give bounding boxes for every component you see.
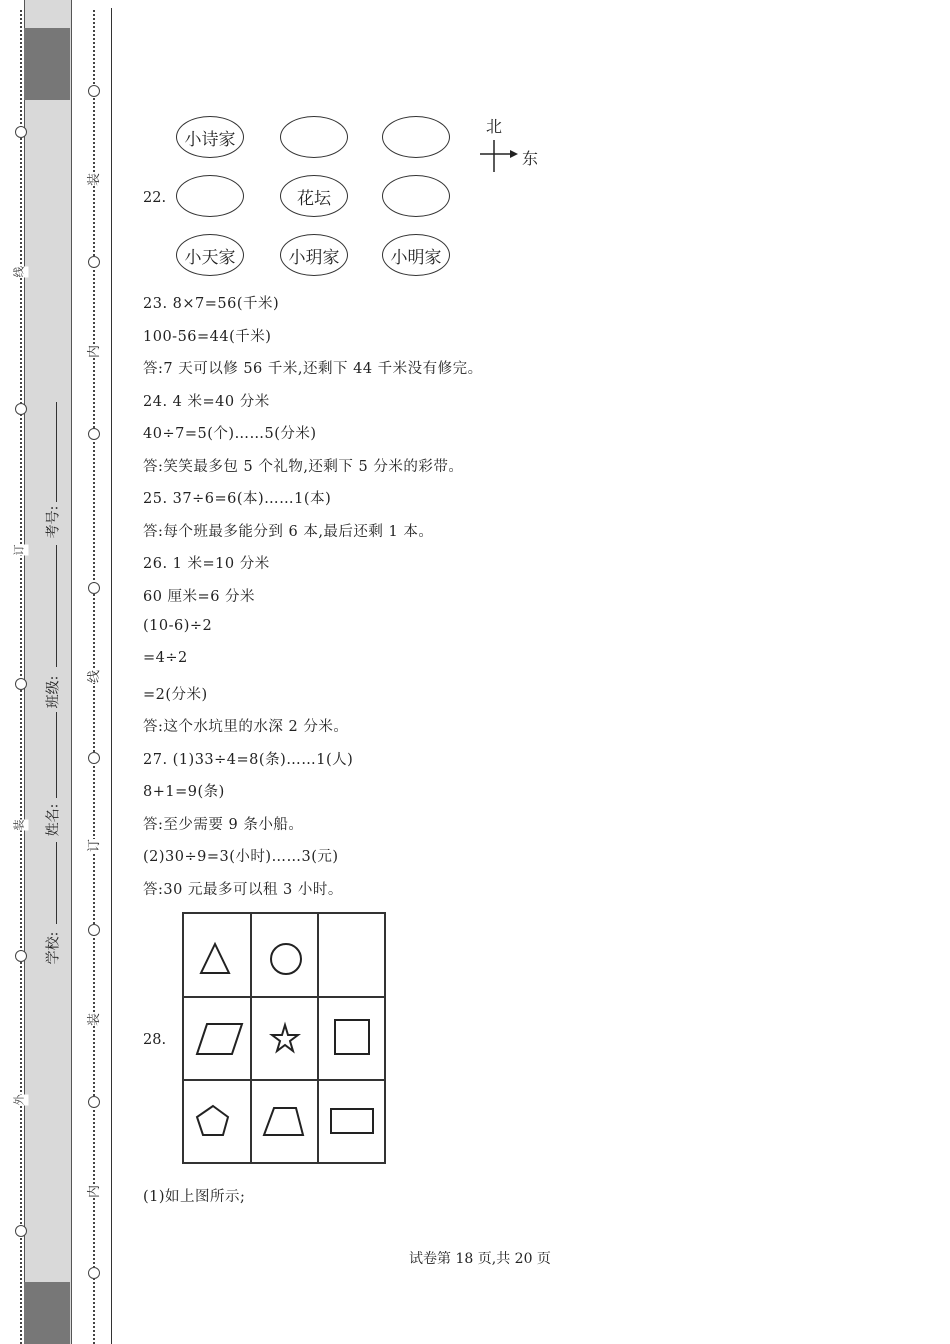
answer-line: (2)30÷9=3(小时)……3(元) bbox=[143, 849, 339, 865]
binding-hole-icon bbox=[88, 752, 100, 764]
class-label: 班级: bbox=[45, 675, 62, 709]
answer-line: 27. (1)33÷4=8(条)……1(人) bbox=[143, 752, 354, 768]
answer-line: 60 厘米=6 分米 bbox=[143, 589, 256, 605]
parallelogram-icon bbox=[184, 997, 251, 1080]
answer-line: 答:每个班最多能分到 6 本,最后还剩 1 本。 bbox=[143, 524, 434, 540]
answer-line: 100-56=44(千米) bbox=[143, 329, 272, 345]
map-oval: 花坛 bbox=[280, 175, 348, 217]
map-oval bbox=[382, 175, 450, 217]
binding-label: 线 bbox=[81, 670, 104, 683]
binding-hole-icon bbox=[88, 1267, 100, 1279]
compass-east-label: 东 bbox=[522, 149, 539, 168]
rectangle-icon bbox=[318, 1080, 384, 1162]
map-oval: 小天家 bbox=[176, 234, 244, 276]
binding-hole-icon bbox=[15, 403, 27, 415]
answer-line: 答:笑笑最多包 5 个礼物,还剩下 5 分米的彩带。 bbox=[143, 459, 464, 475]
answer-line: =2(分米) bbox=[143, 687, 208, 703]
name-field[interactable] bbox=[56, 712, 57, 798]
trapezoid-icon bbox=[251, 1080, 318, 1162]
answer-line: 26. 1 米=10 分米 bbox=[143, 556, 270, 572]
binding-hole-icon bbox=[88, 256, 100, 268]
binding-hole-icon bbox=[88, 85, 100, 97]
question-number: 28. bbox=[143, 1032, 167, 1048]
map-oval bbox=[382, 116, 450, 158]
answer-line: 23. 8×7=56(千米) bbox=[143, 296, 280, 312]
binding-label: 内 bbox=[81, 345, 104, 358]
binding-strip-top-block bbox=[24, 28, 70, 100]
binding-label: 装 bbox=[81, 1013, 104, 1026]
binding-hole-icon bbox=[15, 1225, 27, 1237]
answer-line: 25. 37÷6=6(本)……1(本) bbox=[143, 491, 332, 507]
location-map bbox=[176, 112, 546, 282]
page-footer bbox=[0, 1248, 950, 1268]
binding-label: 装 bbox=[9, 820, 29, 831]
binding-label: 装 bbox=[81, 173, 104, 186]
answer-line: 40÷7=5(个)……5(分米) bbox=[143, 426, 317, 442]
binding-strip bbox=[24, 0, 72, 1344]
answer-line: 8+1=9(条) bbox=[143, 784, 225, 800]
binding-hole-icon bbox=[88, 1096, 100, 1108]
answer-line: (1)如上图所示; bbox=[143, 1189, 246, 1205]
answer-line: 答:这个水坑里的水深 2 分米。 bbox=[143, 719, 349, 735]
answer-line: =4÷2 bbox=[143, 650, 188, 666]
binding-hole-icon bbox=[88, 582, 100, 594]
map-oval bbox=[176, 175, 244, 217]
map-oval: 小玥家 bbox=[280, 234, 348, 276]
binding-hole-icon bbox=[15, 950, 27, 962]
binding-label: 订 bbox=[81, 839, 104, 852]
binding-margin bbox=[0, 0, 112, 1344]
binding-strip-bottom-block bbox=[24, 1282, 70, 1344]
name-label: 姓名: bbox=[45, 803, 62, 837]
binding-hole-icon bbox=[15, 678, 27, 690]
binding-hole-icon bbox=[15, 126, 27, 138]
answer-line: 答:30 元最多可以租 3 小时。 bbox=[143, 882, 343, 898]
pentagon-icon bbox=[184, 1080, 251, 1162]
exam-number-field[interactable] bbox=[56, 402, 57, 502]
class-field[interactable] bbox=[56, 545, 57, 667]
question-number: 22. bbox=[143, 190, 167, 206]
binding-label: 线 bbox=[9, 267, 29, 278]
binding-label: 订 bbox=[9, 545, 29, 556]
square-icon bbox=[318, 997, 384, 1080]
answer-line: 答:至少需要 9 条小船。 bbox=[143, 817, 304, 833]
outer-dotted-line bbox=[20, 10, 22, 1344]
map-oval bbox=[280, 116, 348, 158]
map-oval: 小明家 bbox=[382, 234, 450, 276]
exam-number-label: 考号: bbox=[45, 505, 62, 539]
compass-north-label: 北 bbox=[486, 117, 503, 136]
shape-grid bbox=[182, 912, 386, 1164]
binding-hole-icon bbox=[88, 428, 100, 440]
school-field[interactable] bbox=[56, 842, 57, 924]
answer-line: (10-6)÷2 bbox=[143, 618, 213, 634]
binding-label: 外 bbox=[9, 1095, 29, 1106]
school-label: 学校: bbox=[45, 931, 62, 965]
page-number: 试卷第 18 页,共 20 页 bbox=[409, 1251, 551, 1267]
answer-line: 答:7 天可以修 56 千米,还剩下 44 千米没有修完。 bbox=[143, 361, 483, 377]
map-oval: 小诗家 bbox=[176, 116, 244, 158]
empty-cell bbox=[318, 914, 384, 997]
star-icon bbox=[251, 997, 318, 1080]
circle-icon bbox=[251, 914, 318, 997]
binding-hole-icon bbox=[88, 924, 100, 936]
triangle-icon bbox=[184, 914, 251, 997]
binding-label: 内 bbox=[81, 1185, 104, 1198]
answer-line: 24. 4 米=40 分米 bbox=[143, 394, 270, 410]
binding-edge-line bbox=[111, 8, 112, 1344]
compass-arrow-icon bbox=[476, 136, 522, 176]
